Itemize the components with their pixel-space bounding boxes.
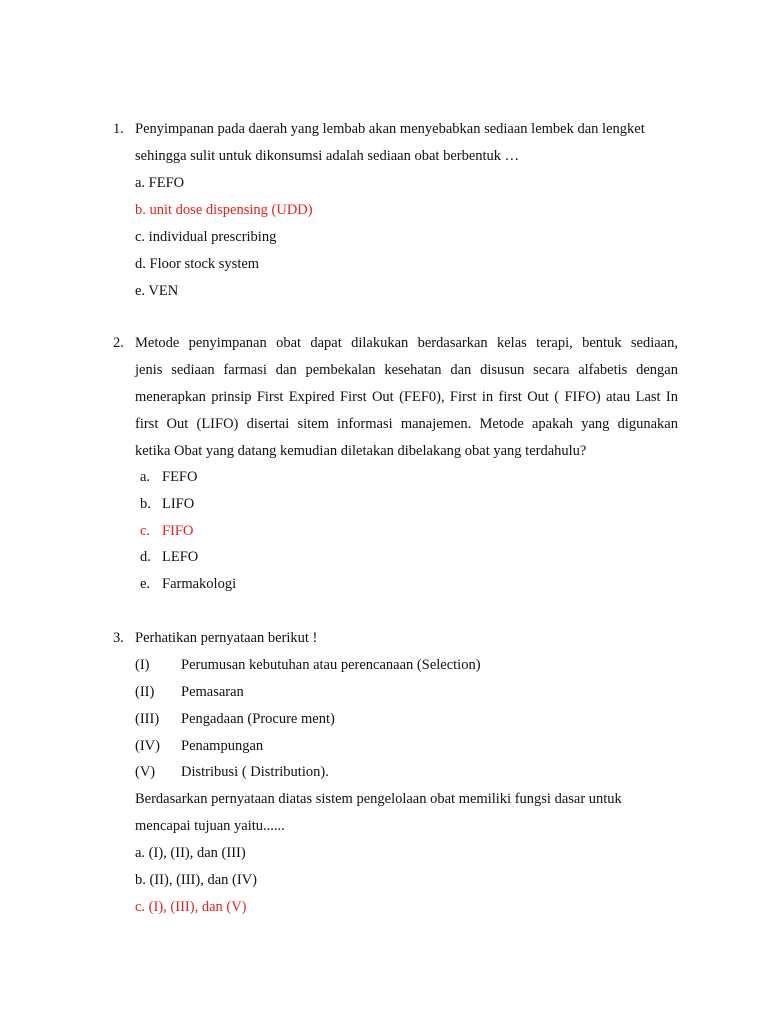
statement-text: Pemasaran [181,684,244,700]
statement-text: Distribusi ( Distribution). [181,764,329,780]
question-text-line: Berdasarkan pernyataan diatas sistem pengelolaan obat memiliki fungsi dasar untuk [135,791,622,807]
statement-roman: (V) [135,764,156,780]
question-number: 1. [113,121,124,137]
answer-option-a: a. (I), (II), dan (III) [135,845,246,861]
answer-option-b: LIFO [162,496,195,512]
answer-option-c: c. individual prescribing [135,229,277,245]
question-number: 2. [113,335,124,351]
question-text-line: menerapkan prinsip First Expired First Out (FEF0), First in first Out ( FIFO) atau Last In [135,389,678,405]
answer-option-d: d. Floor stock system [135,256,260,272]
statement-text: Pengadaan (Procure ment) [181,711,335,727]
question-text-line: Penyimpanan pada daerah yang lembab akan menyebabkan sediaan lembek dan lengket [135,121,645,137]
answer-option-b: b. (II), (III), dan (IV) [135,872,257,888]
statement-text: Penampungan [181,738,264,754]
question-text-line: ketika Obat yang datang kemudian diletakan dibelakang obat yang terdahulu? [135,443,587,459]
question-text-line: Metode penyimpanan obat dapat dilakukan berdasarkan kelas terapi, bentuk sediaan, [135,335,678,351]
answer-option-d: LEFO [162,549,199,565]
answer-option-e: Farmakologi [162,576,237,592]
answer-option-e: e. VEN [135,283,179,299]
statement-roman: (I) [135,657,150,673]
question-number: 3. [113,630,124,646]
question-text-line: jenis sediaan farmasi dan pembekalan kesehatan dan disusun secara alfabetis dengan [135,362,678,378]
question-intro: Perhatikan pernyataan berikut ! [135,630,318,646]
answer-option-a: a. FEFO [135,175,185,191]
question-text-line: sehingga sulit untuk dikonsumsi adalah sediaan obat berbentuk … [135,148,520,164]
question-text-line: mencapai tujuan yaitu...... [135,818,285,834]
answer-option-letter: c. [140,523,151,539]
statement-roman: (II) [135,684,155,700]
answer-option-letter: a. [140,469,151,485]
statement-text: Perumusan kebutuhan atau perencanaan (Selection) [181,657,481,673]
statement-roman: (III) [135,711,160,727]
answer-option-b-correct: b. unit dose dispensing (UDD) [135,202,313,218]
answer-option-a: FEFO [162,469,198,485]
answer-option-c-correct: c. (I), (III), dan (V) [135,899,247,915]
question-text-line: first Out (LIFO) disertai sitem informasi manajemen. Metode apakah yang digunakan [135,416,678,432]
answer-option-letter: d. [140,549,151,565]
statement-roman: (IV) [135,738,160,754]
answer-option-letter: b. [140,496,151,512]
answer-option-letter: e. [140,576,151,592]
answer-option-c-correct: FIFO [162,523,194,539]
